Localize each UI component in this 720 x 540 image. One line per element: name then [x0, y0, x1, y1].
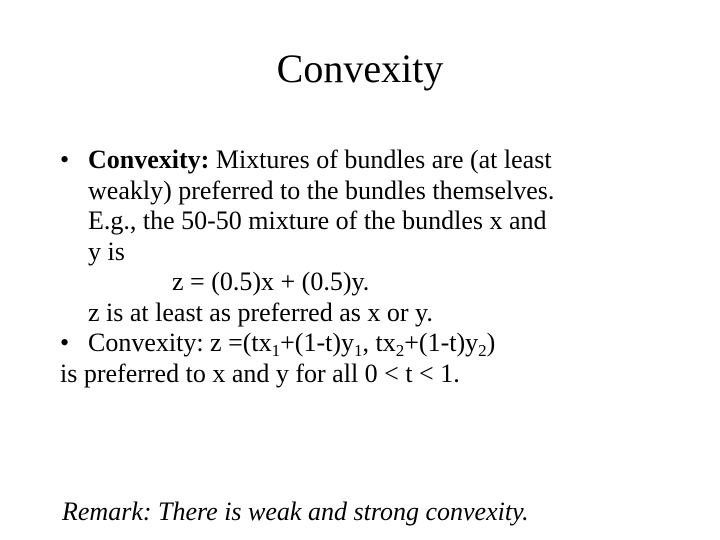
bullet1-line3: E.g., the 50-50 mixture of the bundles x and: [88, 206, 547, 235]
bullet1-line1: [60, 145, 700, 176]
bullet1-term: Convexity:: [88, 145, 210, 174]
bullet1-formula: z = (0.5)x + (0.5)y.: [172, 267, 370, 296]
bullet2-line1: [60, 328, 700, 359]
slide-title: Convexity: [276, 46, 444, 91]
bullet1-line1-text: Mixtures of bundles are (at least: [209, 145, 552, 174]
bullet1-line6: z is at least as preferred as x or y.: [88, 297, 433, 327]
bullet1-line2: weakly) preferred to the bundles themselves.: [88, 175, 555, 205]
remark: Remark: There is weak and strong convexity.: [62, 497, 529, 526]
bullet2-sub1: 1: [271, 341, 281, 360]
bullet2-line2: is preferred to x and y for all 0 < t < 1.: [60, 358, 460, 388]
bullet2-text-a: Convexity: z =(tx: [88, 328, 272, 357]
bullet2-sub3: 2: [395, 341, 405, 360]
bullet2-text-d: +(1-t)y: [404, 328, 479, 357]
bullet-marker: •: [60, 328, 70, 357]
bullet2-text-e: ): [486, 328, 496, 357]
bullet2-text-c: , tx: [362, 328, 396, 357]
bullet1-line4: y is: [88, 236, 125, 266]
bullet2-sub2: 1: [354, 341, 363, 360]
bullet2-sub4: 2: [478, 341, 487, 360]
bullet2-text-b: +(1-t)y: [280, 328, 355, 357]
bullet-marker: •: [60, 145, 70, 174]
slide-body: [60, 145, 700, 389]
